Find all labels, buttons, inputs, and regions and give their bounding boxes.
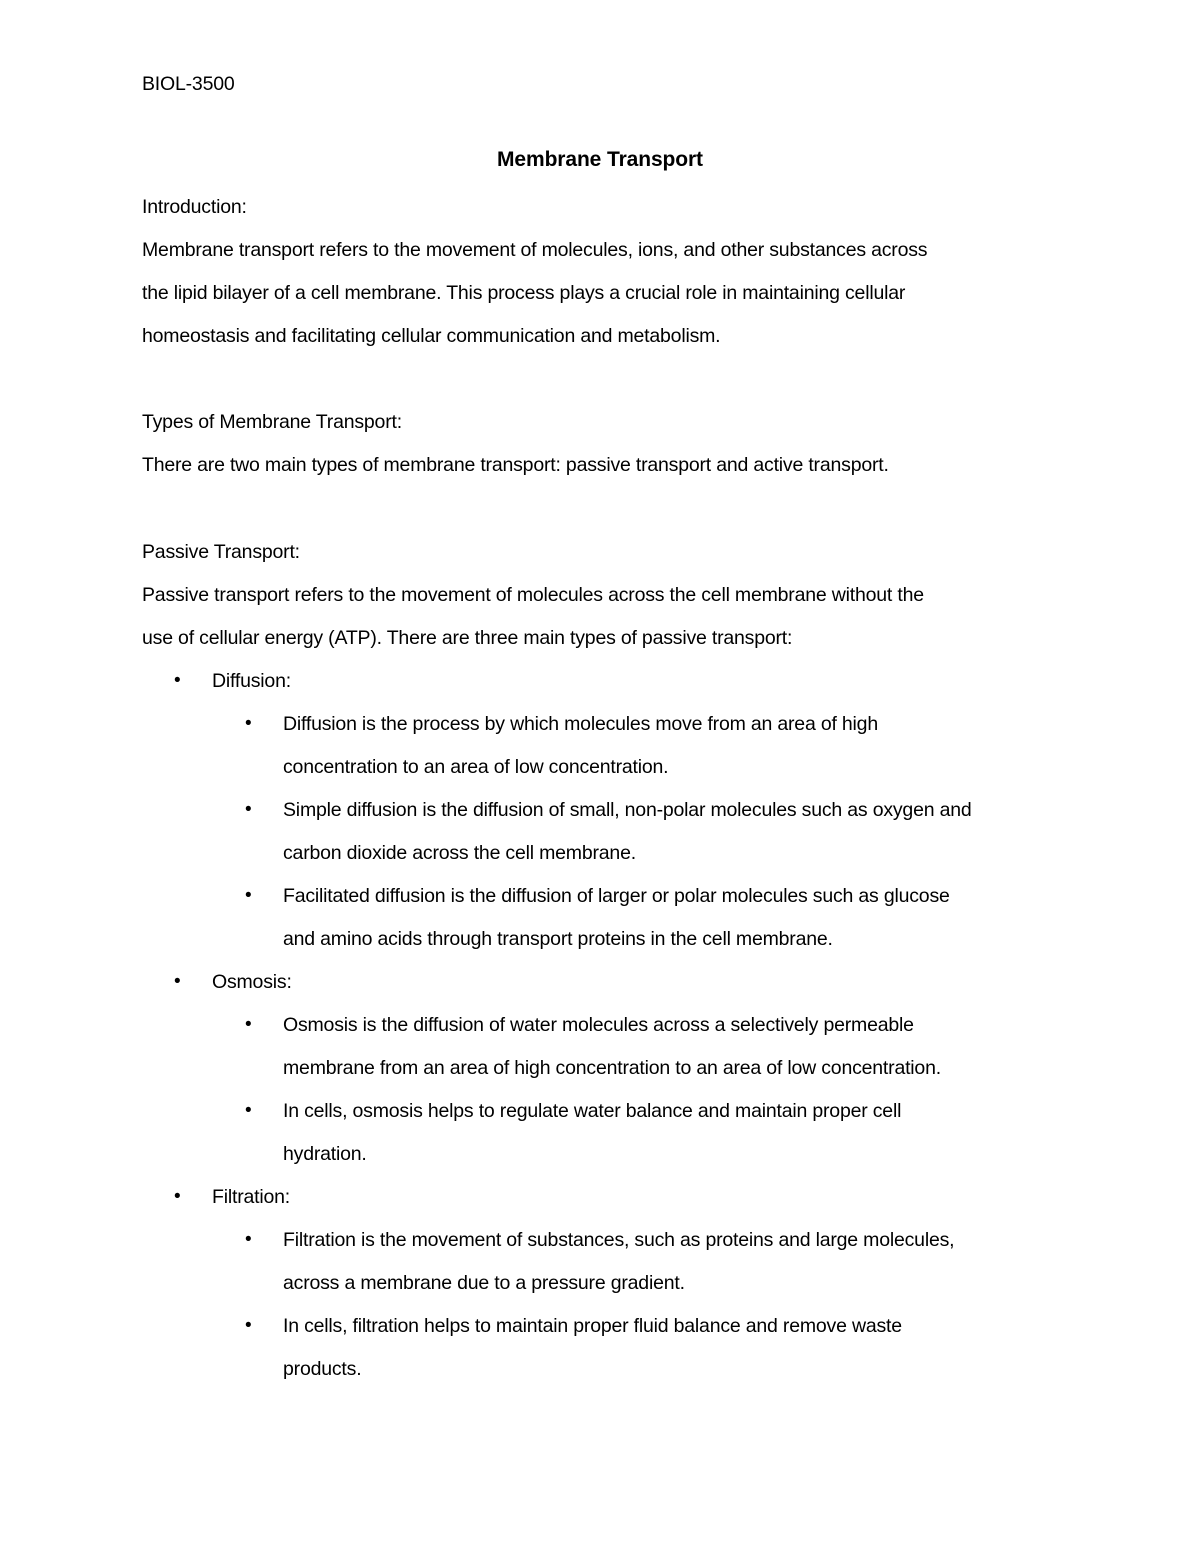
intro-heading: Introduction:	[142, 196, 247, 218]
list-item-filtration: Filtration:	[212, 1186, 290, 1208]
bullet-glyph: •	[245, 1014, 252, 1035]
bullet-glyph: •	[245, 713, 252, 734]
diffusion-sub-1-line-2: concentration to an area of low concentration.	[283, 756, 669, 778]
diffusion-sub-1-line-1: Diffusion is the process by which molecules move from an area of high	[283, 713, 878, 735]
bullet-glyph: •	[174, 670, 181, 691]
bullet-glyph: •	[245, 799, 252, 820]
passive-line-2: use of cellular energy (ATP). There are three main types of passive transport:	[142, 627, 793, 649]
passive-line-1: Passive transport refers to the movement of molecules across the cell membrane without the	[142, 584, 924, 606]
osmosis-sub-2-line-1: In cells, osmosis helps to regulate water balance and maintain proper cell	[283, 1100, 902, 1122]
list-item-osmosis: Osmosis:	[212, 971, 292, 993]
bullet-glyph: •	[245, 1100, 252, 1121]
osmosis-sub-1-line-2: membrane from an area of high concentration to an area of low concentration.	[283, 1057, 941, 1079]
bullet-glyph: •	[245, 1229, 252, 1250]
filtration-sub-2-line-1: In cells, filtration helps to maintain proper fluid balance and remove waste	[283, 1315, 902, 1337]
filtration-sub-2-line-2: products.	[283, 1358, 362, 1380]
types-line-1: There are two main types of membrane transport: passive transport and active transport.	[142, 454, 889, 476]
bullet-glyph: •	[174, 1186, 181, 1207]
diffusion-sub-3-line-1: Facilitated diffusion is the diffusion of larger or polar molecules such as glucose	[283, 885, 950, 907]
intro-line-2: the lipid bilayer of a cell membrane. This process plays a crucial role in maintaining cellular	[142, 282, 906, 304]
filtration-sub-1-line-2: across a membrane due to a pressure gradient.	[283, 1272, 685, 1294]
osmosis-sub-2-line-2: hydration.	[283, 1143, 367, 1165]
intro-line-3: homeostasis and facilitating cellular communication and metabolism.	[142, 325, 721, 347]
intro-line-1: Membrane transport refers to the movement of molecules, ions, and other substances across	[142, 239, 928, 261]
passive-heading: Passive Transport:	[142, 541, 300, 563]
bullet-glyph: •	[174, 971, 181, 992]
diffusion-sub-2-line-1: Simple diffusion is the diffusion of small, non-polar molecules such as oxygen and	[283, 799, 972, 821]
osmosis-sub-1-line-1: Osmosis is the diffusion of water molecules across a selectively permeable	[283, 1014, 914, 1036]
page-title: Membrane Transport	[497, 148, 703, 171]
filtration-sub-1-line-1: Filtration is the movement of substances, such as proteins and large molecules,	[283, 1229, 955, 1251]
diffusion-sub-2-line-2: carbon dioxide across the cell membrane.	[283, 842, 636, 864]
course-code: BIOL-3500	[142, 73, 235, 95]
bullet-glyph: •	[245, 885, 252, 906]
bullet-glyph: •	[245, 1315, 252, 1336]
list-item-diffusion: Diffusion:	[212, 670, 291, 692]
diffusion-sub-3-line-2: and amino acids through transport proteins in the cell membrane.	[283, 928, 833, 950]
types-heading: Types of Membrane Transport:	[142, 411, 402, 433]
